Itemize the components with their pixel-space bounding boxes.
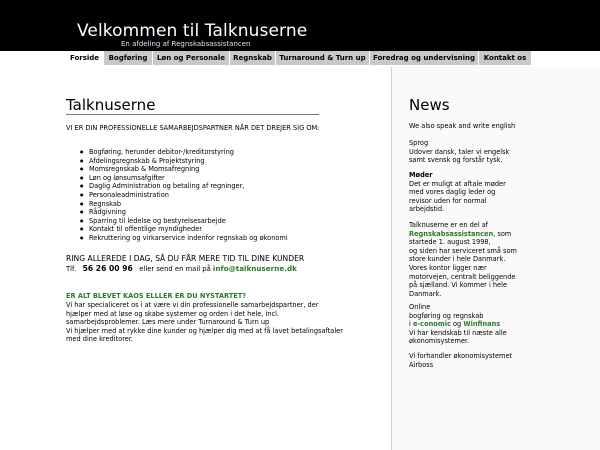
meetings-line: med vores daglig leder og bbox=[409, 188, 496, 197]
list-item: ● Løn og lønsumsafgifter bbox=[80, 174, 288, 183]
help-line: med dine kreditorer. bbox=[66, 335, 134, 344]
history-line: store kunder i hele Danmark. bbox=[409, 255, 506, 264]
meetings-line: Det er muligt at aftale møder bbox=[409, 179, 506, 188]
call-to-action: RING ALLEREDE I DAG, SÅ DU FÅR MERE TID TIL DINE KUNDER bbox=[66, 254, 305, 263]
meetings-line: revisor uden for normal bbox=[409, 196, 487, 205]
news-heading: News bbox=[409, 96, 450, 114]
email-text: eller send en mail på bbox=[139, 265, 211, 273]
history-line: og siden har serviceret små som bbox=[409, 246, 517, 255]
language-line: samt svensk og forstår tysk. bbox=[409, 156, 503, 165]
nav-tab-kontakt[interactable]: Kontakt os bbox=[479, 51, 532, 65]
help-line: Vi hjælper med at rykke dine kunder og hjælper dig med at få lavet betalingsaftaler bbox=[66, 326, 343, 335]
news-language bbox=[409, 139, 589, 165]
history-line: Vores kontor ligger nær bbox=[409, 263, 487, 272]
online-line: bogføring og regnskab bbox=[409, 311, 484, 320]
list-item: ● Rådgivning bbox=[80, 208, 288, 217]
news-company bbox=[409, 221, 589, 298]
phone-label: Tlf. bbox=[66, 265, 77, 273]
list-item: ● Personaleadministration bbox=[80, 191, 288, 200]
site-header bbox=[0, 0, 600, 51]
history-line: Danmark. bbox=[409, 289, 442, 298]
help-line: samarbejdsproblemer. Læs mere under Turnaround & Turn up bbox=[66, 318, 270, 327]
history-line: startede 1. august 1998, bbox=[409, 238, 491, 247]
help-line: hjælper med at løse og skabe systemer og orden i det hele, incl. bbox=[66, 309, 280, 318]
list-item: ● Rekruttering og virkarservice indenfor regnskab og økonomi bbox=[80, 234, 288, 243]
services-list bbox=[80, 148, 288, 243]
online-and: i bbox=[409, 320, 411, 329]
language-title: Sprog bbox=[409, 139, 429, 147]
phone-number[interactable]: 56 26 00 96 bbox=[82, 264, 133, 273]
nav-tab-lon-og-personale[interactable]: Løn og Personale bbox=[153, 51, 230, 65]
company-after: , som bbox=[493, 229, 512, 238]
list-item: ● Kontakt til offentlige myndigheder bbox=[80, 225, 288, 234]
sells-line: Vi forhandler økonomisystemet bbox=[409, 352, 513, 360]
nav-tab-foredrag[interactable]: Foredrag og undervisning bbox=[370, 51, 479, 65]
email-link[interactable]: info@talknuserne.dk bbox=[212, 264, 297, 273]
economic-link[interactable]: e-conomic bbox=[412, 320, 451, 329]
online-title: Online bbox=[409, 303, 431, 311]
site-title: Velkommen til Talknuserne bbox=[77, 21, 308, 41]
chaos-heading: ER ALT BLEVET KAOS ELLLER ER DU NYSTARTET? bbox=[66, 292, 247, 300]
company-intro: Talknuserne er en del af bbox=[409, 221, 489, 229]
news-english: We also speak and write english bbox=[409, 122, 516, 130]
language-line: Udover dansk, taler vi engelsk bbox=[409, 147, 510, 156]
list-item: ● Afdelingsregnskab & Projektstyring bbox=[80, 157, 288, 166]
online-line: Vi har kendskab til næste alle bbox=[409, 328, 507, 337]
help-text bbox=[66, 301, 376, 344]
site-subtitle: En afdeling af Regnskabsassistancen bbox=[121, 40, 251, 48]
winfinans-link[interactable]: Winfinans bbox=[463, 320, 501, 329]
nav-tab-turnaround[interactable]: Turnaround & Turn up bbox=[276, 51, 370, 65]
history-line: motorvejen, centralt beliggende bbox=[409, 272, 516, 281]
news-online bbox=[409, 303, 589, 346]
nav-tab-forside[interactable]: Forside bbox=[66, 51, 104, 65]
news-meetings bbox=[409, 171, 589, 214]
help-line: Vi har specialiceret os i at være vi din professionelle samarbejdspartner, der bbox=[66, 301, 319, 309]
history-line: på sjælland. Vi kommer i hele bbox=[409, 281, 507, 290]
contact-line bbox=[66, 264, 297, 273]
main-navigation bbox=[0, 51, 600, 67]
list-item: ● Bogføring, herunder debitor-/kreditorstyring bbox=[80, 148, 288, 157]
list-item: ● Daglig Administration og betaling af regninger, bbox=[80, 182, 288, 191]
list-item: ● Sparring til ledelse og bestyrelsesarbejde bbox=[80, 217, 288, 226]
online-og: og bbox=[452, 320, 462, 329]
meetings-line: arbejdstid. bbox=[409, 205, 445, 214]
page-title: Talknuserne bbox=[66, 96, 319, 115]
news-sells bbox=[409, 352, 589, 369]
intro-text: VI ER DIN PROFESSIONELLE SAMARBEJDSPARTNER NÅR DET DREJER SIG OM: bbox=[66, 124, 320, 132]
list-item: ● Regnskab bbox=[80, 200, 288, 209]
list-item: ● Momsregnskab & Momsafregning bbox=[80, 165, 288, 174]
company-link[interactable]: Regnskabsassistancen bbox=[409, 229, 494, 238]
sells-line: Airboss bbox=[409, 360, 434, 369]
nav-tab-bogforing[interactable]: Bogføring bbox=[104, 51, 153, 65]
meetings-title: Møder bbox=[409, 171, 433, 179]
nav-tab-regnskab[interactable]: Regnskab bbox=[230, 51, 276, 65]
online-line: økonomisystemer. bbox=[409, 337, 470, 346]
